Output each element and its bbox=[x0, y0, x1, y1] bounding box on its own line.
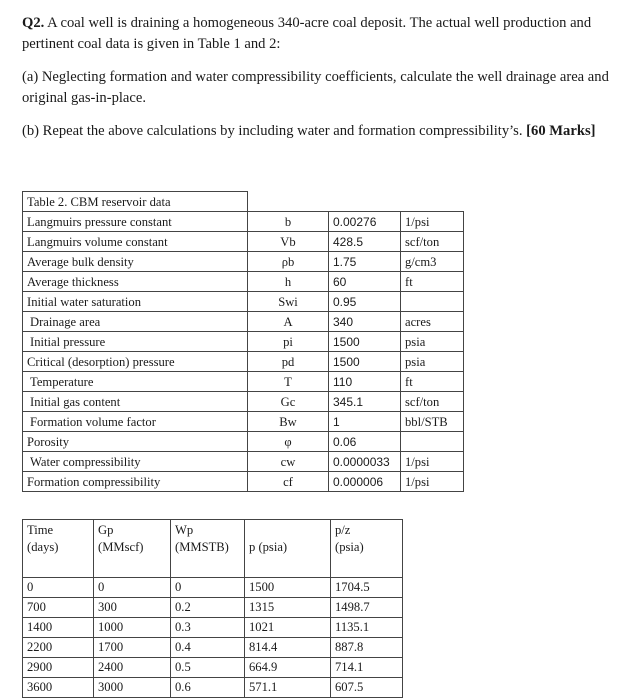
param-unit bbox=[401, 432, 464, 452]
param-symbol: pi bbox=[248, 332, 329, 352]
production-data-table bbox=[22, 519, 403, 698]
table-row bbox=[23, 598, 403, 618]
table-row bbox=[23, 332, 464, 352]
gp-cell: 1700 bbox=[94, 638, 171, 658]
pressure-cell: 1021 bbox=[245, 618, 331, 638]
param-value: 0.000006 bbox=[329, 472, 401, 492]
question-intro-text: A coal well is draining a homogeneous 340-acre coal deposit. The actual well production and pertinent coal data is given in Table 1 and 2: bbox=[22, 15, 592, 52]
header-wp-line1: Wp bbox=[175, 523, 194, 537]
table-row bbox=[23, 432, 464, 452]
gp-cell: 1000 bbox=[94, 618, 171, 638]
param-symbol: Gc bbox=[248, 392, 329, 412]
table-row bbox=[23, 392, 464, 412]
param-symbol: h bbox=[248, 272, 329, 292]
param-symbol: Bw bbox=[248, 412, 329, 432]
question-intro bbox=[22, 13, 632, 55]
param-symbol: Vb bbox=[248, 232, 329, 252]
header-gp-line1: Gp bbox=[98, 523, 114, 537]
param-name: Drainage area bbox=[23, 312, 248, 332]
pz-cell: 607.5 bbox=[331, 678, 403, 698]
param-unit: ft bbox=[401, 272, 464, 292]
param-name: Initial water saturation bbox=[23, 292, 248, 312]
param-unit: psia bbox=[401, 352, 464, 372]
table-row bbox=[23, 312, 464, 332]
pressure-cell: 814.4 bbox=[245, 638, 331, 658]
param-value: 0.0000033 bbox=[329, 452, 401, 472]
wp-cell: 0 bbox=[171, 578, 245, 598]
header-time-line2: (days) bbox=[27, 540, 59, 554]
question-label: Q2. bbox=[22, 15, 45, 31]
table-row bbox=[23, 618, 403, 638]
wp-cell: 0.2 bbox=[171, 598, 245, 618]
part-a-text: (a) Neglecting formation and water compressibility coefficients, calculate the well drainage area and original gas-in-place. bbox=[22, 69, 609, 106]
param-value: 60 bbox=[329, 272, 401, 292]
param-name: Average bulk density bbox=[23, 252, 248, 272]
pz-cell: 1704.5 bbox=[331, 578, 403, 598]
param-name: Critical (desorption) pressure bbox=[23, 352, 248, 372]
param-symbol: cf bbox=[248, 472, 329, 492]
header-gp-line2: (MMscf) bbox=[98, 540, 144, 554]
param-unit: acres bbox=[401, 312, 464, 332]
param-value: 340 bbox=[329, 312, 401, 332]
time-cell: 700 bbox=[23, 598, 94, 618]
time-cell: 0 bbox=[23, 578, 94, 598]
table-row bbox=[23, 412, 464, 432]
param-value: 110 bbox=[329, 372, 401, 392]
header-pz-line1: p/z bbox=[335, 523, 351, 537]
wp-cell: 0.4 bbox=[171, 638, 245, 658]
param-value: 0.00276 bbox=[329, 212, 401, 232]
pz-cell: 714.1 bbox=[331, 658, 403, 678]
pz-cell: 887.8 bbox=[331, 638, 403, 658]
table-row bbox=[23, 372, 464, 392]
gp-cell: 3000 bbox=[94, 678, 171, 698]
table-row bbox=[23, 658, 403, 678]
table-row bbox=[23, 578, 403, 598]
param-symbol: b bbox=[248, 212, 329, 232]
header-wp-line2: (MMSTB) bbox=[175, 540, 229, 554]
part-b-text: (b) Repeat the above calculations by including water and formation compressibility’s. bbox=[22, 123, 523, 139]
table-row bbox=[23, 252, 464, 272]
table-row bbox=[23, 678, 403, 698]
pressure-cell: 1500 bbox=[245, 578, 331, 598]
param-symbol: A bbox=[248, 312, 329, 332]
table-row bbox=[23, 232, 464, 252]
table-caption-row bbox=[23, 192, 464, 212]
param-symbol: Swi bbox=[248, 292, 329, 312]
gp-cell: 300 bbox=[94, 598, 171, 618]
param-unit: scf/ton bbox=[401, 232, 464, 252]
param-value: 345.1 bbox=[329, 392, 401, 412]
param-value: 428.5 bbox=[329, 232, 401, 252]
param-unit: 1/psi bbox=[401, 212, 464, 232]
param-name: Water compressibility bbox=[23, 452, 248, 472]
table-header-row bbox=[23, 520, 403, 578]
param-name: Langmuirs volume constant bbox=[23, 232, 248, 252]
param-name: Porosity bbox=[23, 432, 248, 452]
param-symbol: cw bbox=[248, 452, 329, 472]
param-name: Temperature bbox=[23, 372, 248, 392]
table-row bbox=[23, 272, 464, 292]
header-time bbox=[23, 520, 94, 578]
time-cell: 2900 bbox=[23, 658, 94, 678]
pz-cell: 1135.1 bbox=[331, 618, 403, 638]
marks-label: [60 Marks] bbox=[526, 123, 596, 139]
pressure-cell: 571.1 bbox=[245, 678, 331, 698]
pressure-cell: 1315 bbox=[245, 598, 331, 618]
param-unit: psia bbox=[401, 332, 464, 352]
param-value: 0.06 bbox=[329, 432, 401, 452]
reservoir-data-table bbox=[22, 191, 464, 492]
part-b bbox=[22, 121, 632, 142]
header-time-line1: Time bbox=[27, 523, 54, 537]
param-value: 0.95 bbox=[329, 292, 401, 312]
param-unit: g/cm3 bbox=[401, 252, 464, 272]
param-symbol: ρb bbox=[248, 252, 329, 272]
table-row bbox=[23, 212, 464, 232]
param-name: Formation compressibility bbox=[23, 472, 248, 492]
param-unit bbox=[401, 292, 464, 312]
header-wp bbox=[171, 520, 245, 578]
gp-cell: 2400 bbox=[94, 658, 171, 678]
table-caption: Table 2. CBM reservoir data bbox=[23, 192, 248, 212]
wp-cell: 0.3 bbox=[171, 618, 245, 638]
param-name: Langmuirs pressure constant bbox=[23, 212, 248, 232]
table-row bbox=[23, 472, 464, 492]
param-symbol: φ bbox=[248, 432, 329, 452]
param-value: 1500 bbox=[329, 352, 401, 372]
pz-cell: 1498.7 bbox=[331, 598, 403, 618]
param-name: Initial pressure bbox=[23, 332, 248, 352]
param-name: Average thickness bbox=[23, 272, 248, 292]
header-pz bbox=[331, 520, 403, 578]
param-unit: scf/ton bbox=[401, 392, 464, 412]
header-pz-line2: (psia) bbox=[335, 540, 364, 554]
wp-cell: 0.6 bbox=[171, 678, 245, 698]
param-name: Formation volume factor bbox=[23, 412, 248, 432]
gp-cell: 0 bbox=[94, 578, 171, 598]
table-row bbox=[23, 638, 403, 658]
wp-cell: 0.5 bbox=[171, 658, 245, 678]
param-value: 1 bbox=[329, 412, 401, 432]
param-unit: ft bbox=[401, 372, 464, 392]
param-value: 1.75 bbox=[329, 252, 401, 272]
table-row bbox=[23, 352, 464, 372]
header-p bbox=[245, 520, 331, 578]
param-unit: 1/psi bbox=[401, 452, 464, 472]
param-symbol: pd bbox=[248, 352, 329, 372]
time-cell: 2200 bbox=[23, 638, 94, 658]
param-unit: 1/psi bbox=[401, 472, 464, 492]
param-value: 1500 bbox=[329, 332, 401, 352]
param-name: Initial gas content bbox=[23, 392, 248, 412]
header-gp bbox=[94, 520, 171, 578]
table-row bbox=[23, 292, 464, 312]
time-cell: 1400 bbox=[23, 618, 94, 638]
param-unit: bbl/STB bbox=[401, 412, 464, 432]
table-row bbox=[23, 452, 464, 472]
pressure-cell: 664.9 bbox=[245, 658, 331, 678]
header-p-line2: p (psia) bbox=[249, 540, 288, 554]
time-cell: 3600 bbox=[23, 678, 94, 698]
param-symbol: T bbox=[248, 372, 329, 392]
